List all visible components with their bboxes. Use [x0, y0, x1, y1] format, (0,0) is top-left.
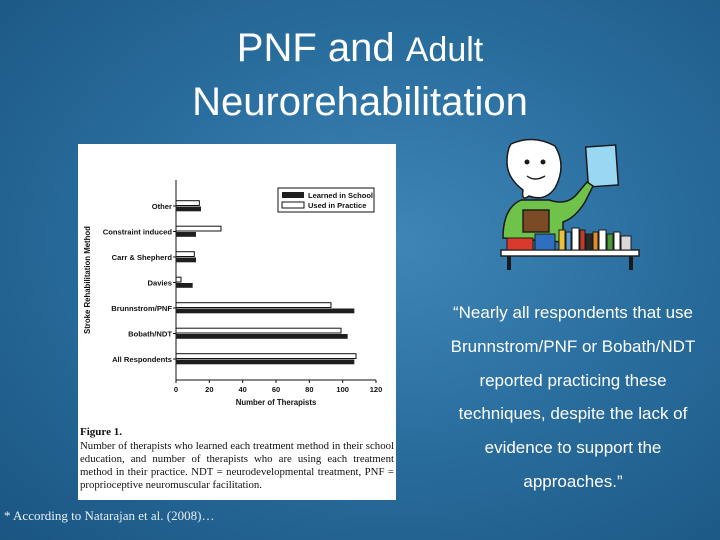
bar-learned-in-school: [176, 283, 193, 288]
bar-learned-in-school: [176, 360, 354, 365]
bar-used-in-practice: [176, 252, 194, 257]
category-label: Other: [151, 202, 172, 211]
category-label: Bobath/NDT: [128, 329, 172, 339]
bar-used-in-practice: [176, 226, 221, 231]
legend-swatch-learned: [282, 192, 304, 198]
bar-learned-in-school: [176, 258, 196, 263]
x-tick-label: 0: [173, 385, 179, 394]
bar-used-in-practice: [176, 201, 199, 206]
category-label: Brunnstrom/PNF: [111, 304, 172, 313]
category-label: All Respondents: [112, 355, 172, 364]
legend-label-learned: Learned in School: [308, 191, 374, 200]
x-tick-label: 100: [336, 385, 349, 394]
figure-caption-text: Number of therapists who learned each treatment method in their school education, and number of therapists who are using each treatment method in their practice. NDT = neurodevelopmental treatment, PNF = proprioceptive neuromuscular facilitation.: [80, 440, 394, 491]
slide-title: [0, 22, 720, 128]
bar-used-in-practice: [176, 277, 181, 282]
bar-used-in-practice: [176, 328, 341, 333]
bar-used-in-practice: [176, 354, 356, 359]
category-label: Constraint induced: [102, 227, 172, 237]
title-line1-a: PNF and: [236, 26, 406, 70]
title-line2: Neurorehabilitation: [192, 80, 528, 124]
x-tick-label: 80: [305, 385, 314, 394]
x-tick-label: 40: [238, 385, 247, 394]
figure-caption: [80, 426, 394, 492]
x-tick-label: 20: [205, 385, 214, 394]
x-axis-label: Number of Therapists: [235, 398, 317, 407]
x-tick-label: 60: [271, 385, 281, 394]
legend-label-used: Used in Practice: [308, 201, 367, 210]
bar-learned-in-school: [176, 232, 196, 237]
bar-used-in-practice: [176, 303, 331, 308]
legend-swatch-used: [282, 202, 304, 208]
bar-learned-in-school: [176, 207, 201, 212]
category-label: Carr & Shepherd: [111, 253, 172, 262]
bar-learned-in-school: [176, 309, 354, 314]
figure-panel: [78, 144, 396, 500]
bar-learned-in-school: [176, 334, 348, 339]
title-line1-b: Adult: [405, 31, 484, 69]
figure-caption-title: Figure 1.: [80, 426, 122, 438]
quote-text: “Nearly all respondents that use Brunnstrom/PNF or Bobath/NDT reported practicing these techniques, despite the lack of evidence to support the approaches.”: [450, 303, 696, 491]
bar-chart: [78, 144, 396, 426]
category-label: Davies: [147, 278, 172, 288]
y-axis-label: Stroke Rehabilitation Method: [83, 226, 92, 334]
person-with-books-clipart: [493, 138, 643, 270]
x-tick-label: 120: [369, 385, 383, 394]
citation-footnote: * According to Natarajan et al. (2008)…: [4, 508, 215, 523]
